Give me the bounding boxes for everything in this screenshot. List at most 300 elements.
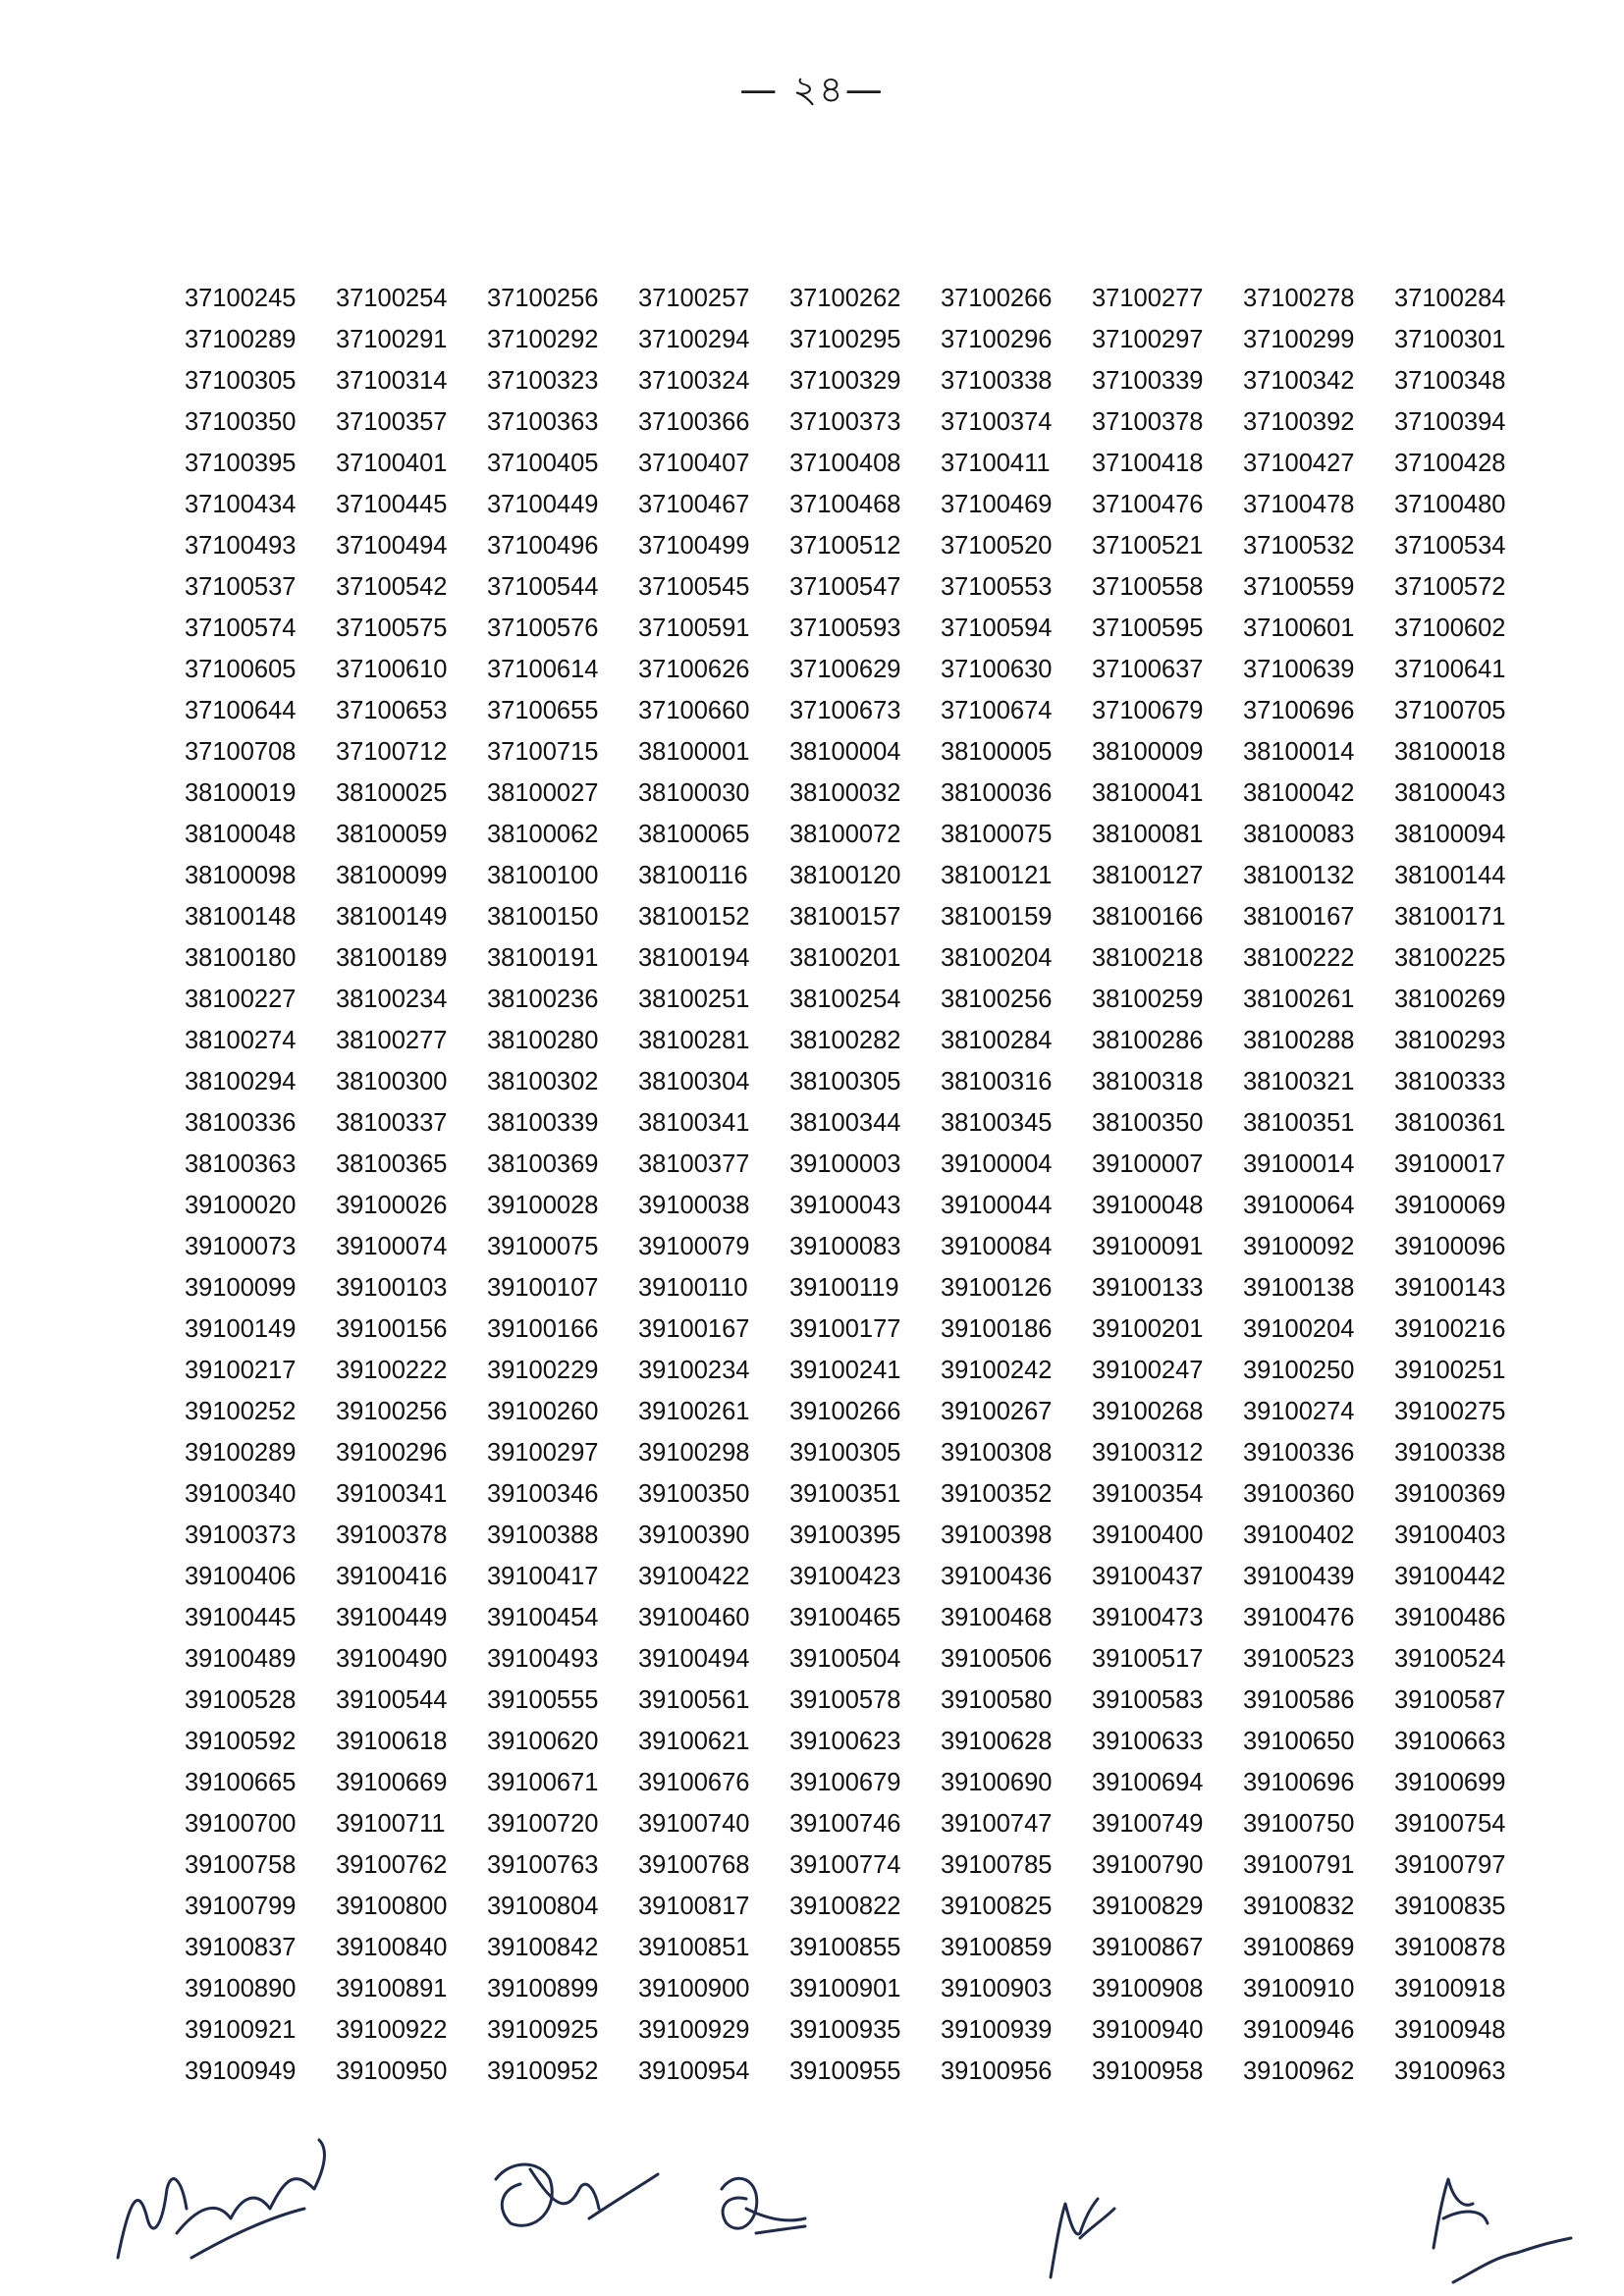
roll-number-cell: 39100940: [1092, 2016, 1204, 2044]
roll-number-cell: 39100859: [941, 1934, 1053, 1961]
roll-number-cell: 39100785: [941, 1851, 1053, 1879]
roll-number-cell: 39100869: [1243, 1934, 1355, 1961]
roll-number-cell: 39100855: [789, 1934, 901, 1961]
roll-number-cell: 39100340: [185, 1480, 297, 1508]
roll-number-cell: 39100250: [1243, 1357, 1355, 1384]
roll-number-cell: 39100352: [941, 1480, 1053, 1508]
roll-number-cell: 39100110: [638, 1274, 748, 1302]
roll-number-cell: 38100149: [336, 903, 448, 931]
roll-number-cell: 37100575: [336, 614, 448, 642]
roll-number-cell: 37100348: [1394, 367, 1506, 395]
roll-number-cell: 39100623: [789, 1728, 901, 1755]
roll-number-cell: 37100591: [638, 614, 750, 642]
roll-number-cell: 38100019: [185, 779, 297, 807]
roll-number-cell: 39100007: [1092, 1150, 1204, 1178]
roll-number-cell: 38100286: [1092, 1027, 1204, 1054]
roll-number-cell: 38100166: [1092, 903, 1204, 931]
roll-number-cell: 38100094: [1394, 821, 1506, 848]
roll-number-cell: 39100403: [1394, 1522, 1506, 1549]
roll-number-cell: 38100365: [336, 1150, 448, 1178]
roll-number-cell: 37100639: [1243, 656, 1355, 683]
roll-number-cell: 39100958: [1092, 2057, 1204, 2085]
roll-number-cell: 38100345: [941, 1109, 1053, 1137]
roll-number-cell: 38100189: [336, 944, 448, 972]
roll-number-cell: 39100044: [941, 1192, 1053, 1219]
roll-number-cell: 37100547: [789, 573, 901, 601]
roll-number-cell: 39100354: [1092, 1480, 1204, 1508]
roll-number-cell: 38100121: [941, 862, 1053, 889]
roll-number-cell: 38100280: [487, 1027, 599, 1054]
roll-number-cell: 37100445: [336, 491, 448, 518]
roll-number-cell: 39100028: [487, 1192, 599, 1219]
roll-number-cell: 39100954: [638, 2057, 750, 2085]
roll-number-cell: 37100338: [941, 367, 1053, 395]
roll-number-cell: 39100091: [1092, 1233, 1204, 1260]
roll-number-cell: 37100266: [941, 285, 1053, 312]
roll-number-cell: 37100427: [1243, 450, 1355, 477]
roll-number-cell: 38100048: [185, 821, 297, 848]
roll-number-cell: 39100628: [941, 1728, 1053, 1755]
roll-number-cell: 38100318: [1092, 1068, 1204, 1095]
roll-number-cell: 39100899: [487, 1975, 599, 2002]
roll-number-cell: 39100493: [487, 1645, 599, 1673]
roll-number-cell: 37100496: [487, 532, 599, 560]
roll-number-cell: 39100799: [185, 1893, 297, 1920]
roll-number-cell: 38100333: [1394, 1068, 1506, 1095]
roll-number-cell: 37100357: [336, 408, 448, 436]
page-number: — ২৪—: [739, 68, 885, 111]
roll-number-cell: 37100493: [185, 532, 297, 560]
roll-number-cell: 37100512: [789, 532, 901, 560]
roll-number-cell: 37100644: [185, 697, 297, 724]
roll-number-cell: 38100277: [336, 1027, 448, 1054]
roll-number-cell: 37100278: [1243, 285, 1355, 312]
roll-number-cell: 39100360: [1243, 1480, 1355, 1508]
roll-number-cell: 37100559: [1243, 573, 1355, 601]
roll-number-cell: 39100921: [185, 2016, 297, 2044]
roll-number-cell: 37100614: [487, 656, 599, 683]
roll-number-cell: 38100293: [1394, 1027, 1506, 1054]
roll-number-cell: 39100620: [487, 1728, 599, 1755]
roll-number-cell: 39100561: [638, 1686, 750, 1714]
roll-number-cell: 38100369: [487, 1150, 599, 1178]
roll-number-cell: 37100324: [638, 367, 750, 395]
roll-number-cell: 39100133: [1092, 1274, 1204, 1302]
roll-number-cell: 38100225: [1394, 944, 1506, 972]
roll-number-cell: 39100402: [1243, 1522, 1355, 1549]
roll-number-cell: 39100388: [487, 1522, 599, 1549]
roll-number-cell: 37100296: [941, 326, 1053, 353]
roll-number-cell: 39100486: [1394, 1604, 1506, 1631]
roll-number-cell: 38100222: [1243, 944, 1355, 972]
roll-number-cell: 37100480: [1394, 491, 1506, 518]
roll-number-cell: 38100065: [638, 821, 750, 848]
roll-number-cell: 39100084: [941, 1233, 1053, 1260]
roll-number-cell: 37100537: [185, 573, 297, 601]
roll-number-cell: 38100294: [185, 1068, 297, 1095]
roll-number-cell: 38100009: [1092, 738, 1204, 766]
roll-number-cell: 38100132: [1243, 862, 1355, 889]
roll-number-cell: 37100637: [1092, 656, 1204, 683]
roll-number-cell: 38100180: [185, 944, 297, 972]
roll-number-cell: 39100445: [185, 1604, 297, 1631]
roll-number-cell: 39100797: [1394, 1851, 1506, 1879]
roll-number-cell: 39100851: [638, 1934, 750, 1961]
roll-number-cell: 38100027: [487, 779, 599, 807]
roll-number-cell: 39100506: [941, 1645, 1053, 1673]
roll-number-cell: 39100900: [638, 1975, 750, 2002]
roll-number-cell: 39100201: [1092, 1315, 1204, 1343]
roll-number-cell: 39100222: [336, 1357, 448, 1384]
roll-number-cell: 38100018: [1394, 738, 1506, 766]
roll-number-cell: 37100520: [941, 532, 1053, 560]
roll-number-cell: 38100351: [1243, 1109, 1355, 1137]
roll-number-cell: 39100669: [336, 1769, 448, 1796]
roll-number-cell: 39100746: [789, 1810, 901, 1838]
roll-number-cell: 39100878: [1394, 1934, 1506, 1961]
roll-number-cell: 39100504: [789, 1645, 901, 1673]
roll-number-cell: 39100289: [185, 1439, 297, 1467]
roll-number-cell: 39100156: [336, 1315, 448, 1343]
roll-number-cell: 39100583: [1092, 1686, 1204, 1714]
roll-number-cell: 39100694: [1092, 1769, 1204, 1796]
roll-number-cell: 37100411: [941, 450, 1051, 477]
roll-number-cell: 38100321: [1243, 1068, 1355, 1095]
roll-number-cell: 39100119: [789, 1274, 899, 1302]
roll-number-cell: 39100423: [789, 1563, 901, 1590]
roll-number-cell: 39100633: [1092, 1728, 1204, 1755]
roll-number-cell: 39100275: [1394, 1398, 1506, 1425]
roll-number-cell: 39100395: [789, 1522, 901, 1549]
roll-number-cell: 38100005: [941, 738, 1053, 766]
roll-number-cell: 39100043: [789, 1192, 901, 1219]
roll-number-cell: 38100032: [789, 779, 901, 807]
roll-number-cell: 39100266: [789, 1398, 901, 1425]
roll-number-cell: 39100241: [789, 1357, 901, 1384]
roll-number-cell: 39100925: [487, 2016, 599, 2044]
roll-number-cell: 37100478: [1243, 491, 1355, 518]
roll-number-cell: 38100251: [638, 986, 750, 1013]
roll-number-cell: 37100392: [1243, 408, 1355, 436]
roll-number-cell: 37100405: [487, 450, 599, 477]
roll-number-cell: 37100374: [941, 408, 1053, 436]
roll-number-cell: 37100476: [1092, 491, 1204, 518]
roll-number-cell: 37100363: [487, 408, 599, 436]
roll-number-cell: 39100517: [1092, 1645, 1204, 1673]
roll-number-cell: 39100948: [1394, 2016, 1506, 2044]
roll-number-cell: 39100312: [1092, 1439, 1204, 1467]
roll-number-cell: 38100304: [638, 1068, 750, 1095]
roll-number-cell: 38100120: [789, 862, 901, 889]
roll-number-cell: 39100261: [638, 1398, 750, 1425]
roll-number-cell: 39100267: [941, 1398, 1053, 1425]
roll-number-cell: 37100601: [1243, 614, 1355, 642]
roll-number-cell: 39100247: [1092, 1357, 1204, 1384]
roll-number-cell: 39100417: [487, 1563, 599, 1590]
roll-number-cell: 39100460: [638, 1604, 750, 1631]
roll-number-cell: 39100216: [1394, 1315, 1506, 1343]
roll-number-cell: 39100026: [336, 1192, 448, 1219]
roll-number-cell: 39100260: [487, 1398, 599, 1425]
roll-number-cell: 38100254: [789, 986, 901, 1013]
roll-number-cell: 39100014: [1243, 1150, 1355, 1178]
roll-number-cell: 37100294: [638, 326, 750, 353]
roll-number-cell: 37100712: [336, 738, 448, 766]
roll-number-cell: 38100098: [185, 862, 297, 889]
roll-number-cell: 38100336: [185, 1109, 297, 1137]
roll-number-cell: 37100594: [941, 614, 1053, 642]
roll-number-cell: 39100774: [789, 1851, 901, 1879]
roll-number-cell: 38100004: [789, 738, 901, 766]
roll-number-cell: 39100442: [1394, 1563, 1506, 1590]
roll-number-cell: 37100314: [336, 367, 448, 395]
roll-number-cell: 39100177: [789, 1315, 901, 1343]
roll-number-cell: 39100296: [336, 1439, 448, 1467]
roll-number-cell: 39100126: [941, 1274, 1053, 1302]
roll-number-cell: 38100072: [789, 821, 901, 848]
roll-number-cell: 39100439: [1243, 1563, 1355, 1590]
roll-number-cell: 37100262: [789, 285, 901, 312]
roll-number-cell: 38100127: [1092, 862, 1204, 889]
roll-number-cell: 39100829: [1092, 1893, 1204, 1920]
roll-number-cell: 37100572: [1394, 573, 1506, 601]
roll-number-cell: 37100254: [336, 285, 448, 312]
roll-number-cell: 39100398: [941, 1522, 1053, 1549]
roll-number-cell: 39100800: [336, 1893, 448, 1920]
roll-number-cell: 37100545: [638, 573, 750, 601]
roll-number-cell: 38100152: [638, 903, 750, 931]
roll-number-cell: 37100292: [487, 326, 599, 353]
roll-number-cell: 39100390: [638, 1522, 750, 1549]
roll-number-cell: 37100257: [638, 285, 750, 312]
roll-number-cell: 39100166: [487, 1315, 599, 1343]
roll-number-cell: 39100952: [487, 2057, 599, 2085]
roll-number-cell: 38100282: [789, 1027, 901, 1054]
roll-number-cell: 39100465: [789, 1604, 901, 1631]
signature-5: [1434, 2179, 1571, 2282]
roll-number-cell: 38100302: [487, 1068, 599, 1095]
roll-number-cell: 39100690: [941, 1769, 1053, 1796]
roll-number-cell: 38100284: [941, 1027, 1053, 1054]
roll-number-cell: 39100580: [941, 1686, 1053, 1714]
roll-number-cell: 37100696: [1243, 697, 1355, 724]
roll-number-cell: 39100298: [638, 1439, 750, 1467]
roll-number-cell: 39100747: [941, 1810, 1053, 1838]
roll-number-cell: 37100350: [185, 408, 297, 436]
roll-number-cell: 39100700: [185, 1810, 297, 1838]
roll-number-cell: 39100099: [185, 1274, 297, 1302]
roll-number-cell: 37100534: [1394, 532, 1506, 560]
roll-number-cell: 39100699: [1394, 1769, 1506, 1796]
roll-number-cell: 38100014: [1243, 738, 1355, 766]
roll-number-cell: 39100935: [789, 2016, 901, 2044]
roll-number-cell: 39100618: [336, 1728, 448, 1755]
roll-number-cell: 39100696: [1243, 1769, 1355, 1796]
roll-number-cell: 39100963: [1394, 2057, 1506, 2085]
roll-number-cell: 37100532: [1243, 532, 1355, 560]
roll-number-cell: 39100908: [1092, 1975, 1204, 2002]
roll-number-cell: 39100711: [336, 1810, 446, 1838]
roll-number-cell: 39100555: [487, 1686, 599, 1714]
roll-number-cell: 39100346: [487, 1480, 599, 1508]
roll-number-cell: 37100679: [1092, 697, 1204, 724]
signature-3: [722, 2178, 805, 2233]
roll-number-cell: 37100467: [638, 491, 750, 518]
roll-number-cell: 38100159: [941, 903, 1053, 931]
roll-number-cell: 39100103: [336, 1274, 448, 1302]
roll-number-cell: 37100494: [336, 532, 448, 560]
roll-number-cell: 39100939: [941, 2016, 1053, 2044]
roll-number-cell: 37100323: [487, 367, 599, 395]
roll-number-cell: 37100295: [789, 326, 901, 353]
roll-number-cell: 38100344: [789, 1109, 901, 1137]
roll-number-cell: 39100955: [789, 2057, 901, 2085]
roll-number-cell: 38100300: [336, 1068, 448, 1095]
roll-number-cell: 37100705: [1394, 697, 1506, 724]
roll-number-cell: 38100042: [1243, 779, 1355, 807]
roll-number-cell: 38100274: [185, 1027, 297, 1054]
roll-number-cell: 39100825: [941, 1893, 1053, 1920]
roll-number-cell: 39100234: [638, 1357, 750, 1384]
roll-number-cell: 39100217: [185, 1357, 297, 1384]
roll-number-cell: 38100337: [336, 1109, 448, 1137]
roll-number-cell: 39100079: [638, 1233, 750, 1260]
roll-number-cell: 39100749: [1092, 1810, 1204, 1838]
roll-number-cell: 39100763: [487, 1851, 599, 1879]
roll-number-cell: 38100363: [185, 1150, 297, 1178]
roll-number-cell: 39100369: [1394, 1480, 1506, 1508]
roll-number-cell: 39100956: [941, 2057, 1053, 2085]
roll-number-cell: 39100922: [336, 2016, 448, 2044]
roll-number-cell: 39100092: [1243, 1233, 1355, 1260]
roll-number-cell: 39100274: [1243, 1398, 1355, 1425]
roll-number-cell: 37100297: [1092, 326, 1204, 353]
roll-number-cell: 39100473: [1092, 1604, 1204, 1631]
roll-number-cell: 39100351: [789, 1480, 901, 1508]
roll-number-cell: 37100449: [487, 491, 599, 518]
roll-number-cell: 39100665: [185, 1769, 297, 1796]
roll-number-cell: 37100301: [1394, 326, 1506, 353]
roll-number-cell: 38100081: [1092, 821, 1204, 848]
roll-number-cell: 39100069: [1394, 1192, 1506, 1219]
roll-number-cell: 39100762: [336, 1851, 448, 1879]
roll-number-cell: 39100020: [185, 1192, 297, 1219]
roll-number-cell: 38100361: [1394, 1109, 1506, 1137]
roll-number-cell: 39100406: [185, 1563, 297, 1590]
roll-number-cell: 39100075: [487, 1233, 599, 1260]
roll-number-cell: 39100149: [185, 1315, 297, 1343]
roll-number-cell: 38100236: [487, 986, 599, 1013]
roll-number-cell: 39100341: [336, 1480, 448, 1508]
roll-number-cell: 39100338: [1394, 1439, 1506, 1467]
signatures: [0, 2061, 1624, 2296]
roll-number-cell: 39100251: [1394, 1357, 1506, 1384]
roll-number-cell: 37100407: [638, 450, 750, 477]
roll-number-cell: 37100715: [487, 738, 599, 766]
roll-number-cell: 37100342: [1243, 367, 1355, 395]
roll-number-cell: 39100017: [1394, 1150, 1506, 1178]
roll-number-cell: 39100378: [336, 1522, 448, 1549]
roll-number-cell: 38100350: [1092, 1109, 1204, 1137]
roll-number-cell: 39100083: [789, 1233, 901, 1260]
roll-number-cell: 38100259: [1092, 986, 1204, 1013]
roll-number-cell: 39100523: [1243, 1645, 1355, 1673]
roll-number-cell: 37100542: [336, 573, 448, 601]
roll-number-cell: 39100929: [638, 2016, 750, 2044]
roll-number-cell: 39100901: [789, 1975, 901, 2002]
roll-number-cell: 39100186: [941, 1315, 1053, 1343]
roll-number-cell: 38100261: [1243, 986, 1355, 1013]
roll-number-cell: 37100595: [1092, 614, 1204, 642]
roll-number-cell: 37100469: [941, 491, 1053, 518]
roll-number-cell: 37100641: [1394, 656, 1506, 683]
roll-number-cell: 39100422: [638, 1563, 750, 1590]
roll-number-cell: 38100062: [487, 821, 599, 848]
roll-number-cell: 37100468: [789, 491, 901, 518]
roll-number-cell: 39100592: [185, 1728, 297, 1755]
roll-number-cell: 39100946: [1243, 2016, 1355, 2044]
roll-number-cell: 37100434: [185, 491, 297, 518]
roll-number-cell: 39100436: [941, 1563, 1053, 1590]
roll-number-cell: 39100297: [487, 1439, 599, 1467]
roll-number-cell: 39100048: [1092, 1192, 1204, 1219]
roll-number-cell: 38100036: [941, 779, 1053, 807]
roll-number-cell: 39100740: [638, 1810, 750, 1838]
roll-number-cell: 39100867: [1092, 1934, 1204, 1961]
roll-number-cell: 39100096: [1394, 1233, 1506, 1260]
roll-number-cell: 39100437: [1092, 1563, 1204, 1590]
roll-number-cell: 38100100: [487, 862, 599, 889]
roll-number-cell: 38100269: [1394, 986, 1506, 1013]
roll-number-cell: 39100586: [1243, 1686, 1355, 1714]
roll-number-cell: 39100064: [1243, 1192, 1355, 1219]
roll-number-cell: 39100621: [638, 1728, 750, 1755]
roll-number-cell: 38100167: [1243, 903, 1355, 931]
roll-number-cell: 39100835: [1394, 1893, 1506, 1920]
roll-number-cell: 37100373: [789, 408, 901, 436]
roll-number-cell: 39100768: [638, 1851, 750, 1879]
roll-number-cell: 39100454: [487, 1604, 599, 1631]
roll-number-cell: 38100075: [941, 821, 1053, 848]
roll-number-cell: 37100629: [789, 656, 901, 683]
roll-number-cell: 39100822: [789, 1893, 901, 1920]
roll-number-cell: 39100308: [941, 1439, 1053, 1467]
roll-number-cell: 39100489: [185, 1645, 297, 1673]
roll-number-cell: 37100378: [1092, 408, 1204, 436]
roll-number-cell: 37100655: [487, 697, 599, 724]
roll-number-cell: 38100234: [336, 986, 448, 1013]
roll-number-cell: 37100544: [487, 573, 599, 601]
roll-number-cell: 37100499: [638, 532, 750, 560]
roll-number-cell: 38100194: [638, 944, 750, 972]
roll-number-cell: 39100449: [336, 1604, 448, 1631]
roll-number-cell: 37100673: [789, 697, 901, 724]
roll-number-cell: 39100891: [336, 1975, 448, 2002]
roll-number-cell: 37100418: [1092, 450, 1204, 477]
roll-number-cell: 37100674: [941, 697, 1053, 724]
roll-number-cell: 39100918: [1394, 1975, 1506, 2002]
roll-number-cell: 37100299: [1243, 326, 1355, 353]
roll-number-cell: 39100204: [1243, 1315, 1355, 1343]
roll-number-cell: 39100138: [1243, 1274, 1355, 1302]
roll-number-cell: 37100602: [1394, 614, 1506, 642]
roll-number-cell: 38100281: [638, 1027, 750, 1054]
roll-number-cell: 37100593: [789, 614, 901, 642]
roll-number-cell: 39100804: [487, 1893, 599, 1920]
roll-number-cell: 37100553: [941, 573, 1053, 601]
roll-number-cell: 39100544: [336, 1686, 448, 1714]
roll-number-cell: 39100817: [638, 1893, 750, 1920]
